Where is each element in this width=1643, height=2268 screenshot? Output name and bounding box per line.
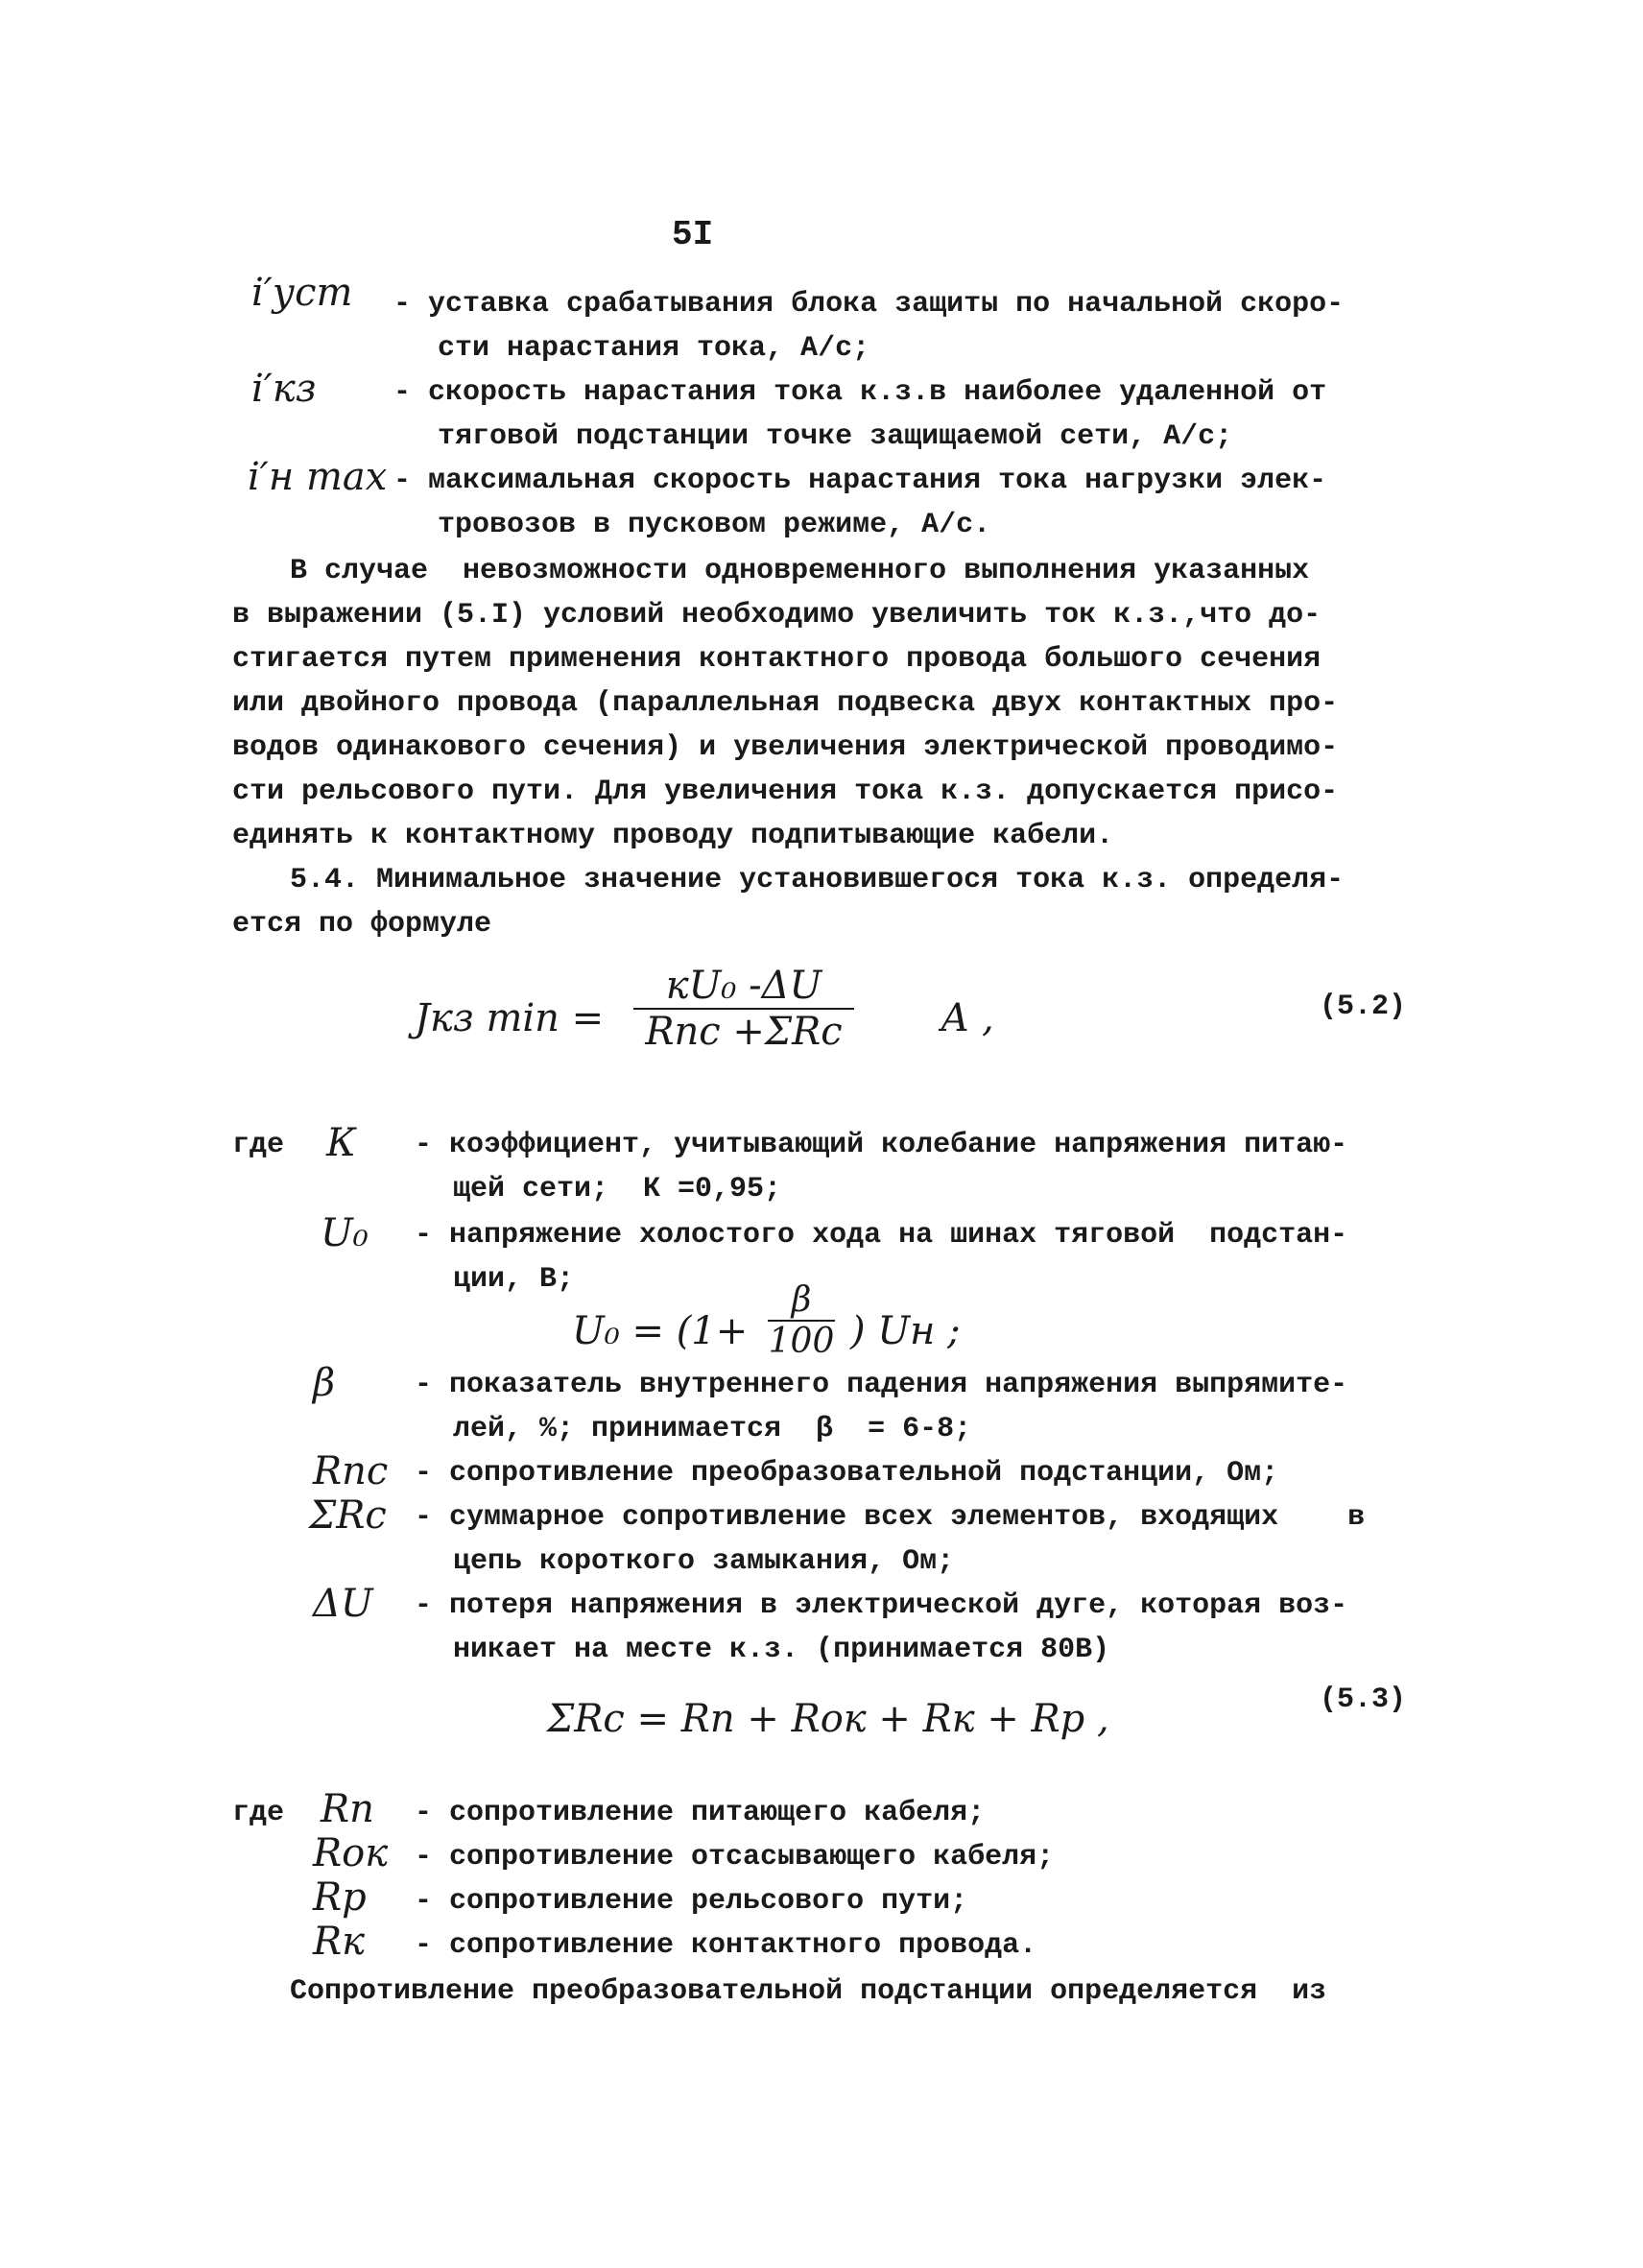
def-i-n-max-line-1: - максимальная скорость нарастания тока нагрузки элек- <box>393 465 1327 497</box>
paragraph-2-line-2: ется по формуле <box>232 908 492 941</box>
paragraph-1-line-3: стигается путем применения контактного провода большого сечения <box>232 643 1322 676</box>
closing-line: Сопротивление преобразовательной подстанции определяется из <box>290 1975 1327 2008</box>
paragraph-1-line-1: В случае невозможности одновременного выполнения указанных <box>290 555 1310 587</box>
paragraph-1-line-7: единять к контактному проводу подпитывающие кабели. <box>232 820 1114 852</box>
symbol-delta-u: ΔU <box>313 1582 373 1626</box>
def-sum-rc-line-2: цепь короткого замыкания, Ом; <box>453 1545 955 1578</box>
def-i-kz-line-2: тяговой подстанции точке защищаемой сети, А/с; <box>438 420 1233 453</box>
def-rps-line-1: - сопротивление преобразовательной подстанции, Ом; <box>415 1457 1279 1490</box>
formula-5-3: ΣRс = Rп + Rок + Rк + Rр , <box>547 1697 1109 1741</box>
def-rk-line: - сопротивление контактного провода. <box>415 1929 1037 1962</box>
formula-5-3-number: (5.3) <box>1320 1683 1407 1716</box>
def-i-n-max-line-2: тровозов в пусковом режиме, А/с. <box>438 509 991 541</box>
def-i-ust-line-2: сти нарастания тока, А/с; <box>438 332 870 365</box>
formula-5-2-fraction <box>633 964 854 1054</box>
symbol-rp: Rп <box>321 1787 374 1831</box>
formula-5-2-number: (5.2) <box>1320 991 1407 1023</box>
u0-formula-fraction <box>768 1280 835 1361</box>
symbol-rok: Rок <box>313 1831 389 1875</box>
where-label-1: где <box>232 1129 285 1161</box>
def-delta-u-line-2: никает на месте к.з. (принимается 80В) <box>453 1634 1110 1666</box>
paragraph-1-line-4: или двойного провода (параллельная подвеска двух контактных про- <box>232 687 1339 720</box>
u0-formula-left: U₀ = (1+ <box>572 1309 749 1353</box>
symbol-sum-rc: ΣRс <box>309 1493 387 1538</box>
def-u0-line-2: ции, В; <box>453 1263 575 1296</box>
def-u0-line-1: - напряжение холостого хода на шинах тяговой подстан- <box>415 1219 1348 1252</box>
paragraph-2-line-1: 5.4. Минимальное значение установившегося тока к.з. определя- <box>290 864 1345 896</box>
def-beta-line-2: лей, %; принимается β = 6-8; <box>453 1413 972 1445</box>
def-k-line-1: - коэффициент, учитывающий колебание напряжения питаю- <box>415 1129 1348 1161</box>
def-delta-u-line-1: - потеря напряжения в электрической дуге, которая воз- <box>415 1589 1348 1622</box>
def-sum-rc-line-1: - суммарное сопротивление всех элементов, входящих в <box>415 1501 1366 1534</box>
paragraph-1-line-5: водов одинакового сечения) и увеличения электрической проводимо- <box>232 731 1339 764</box>
def-i-ust-line-1: - уставка срабатывания блока защиты по начальной скоро- <box>393 288 1345 321</box>
def-rok-line: - сопротивление отсасывающего кабеля; <box>415 1841 1055 1874</box>
u0-formula-denominator: 100 <box>768 1322 835 1361</box>
symbol-i-ust: i′уст <box>251 271 353 315</box>
formula-5-2-denominator: Rпс +ΣRс <box>645 1010 843 1054</box>
symbol-i-n-max: i′н max <box>248 455 388 499</box>
formula-5-2-lhs: Jкз min = <box>415 996 605 1040</box>
def-rp-line: - сопротивление питающего кабеля; <box>415 1797 986 1829</box>
u0-formula-right: ) Uн ; <box>850 1309 961 1353</box>
paragraph-1-line-6: сти рельсового пути. Для увеличения тока к.з. допускается присо- <box>232 776 1339 808</box>
page-number: 5I <box>672 215 714 254</box>
symbol-rps: Rпс <box>313 1449 389 1493</box>
formula-5-2-numerator: кU₀ -ΔU <box>665 964 822 1008</box>
def-rr-line: - сопротивление рельсового пути; <box>415 1885 968 1918</box>
paragraph-1-line-2: в выражении (5.I) условий необходимо увеличить ток к.з.,что до- <box>232 599 1322 632</box>
def-k-line-2: щей сети; К =0,95; <box>453 1173 782 1206</box>
symbol-i-kz: i′кз <box>251 367 317 411</box>
u0-formula-numerator: β <box>791 1280 812 1320</box>
def-beta-line-1: - показатель внутреннего падения напряжения выпрямите- <box>415 1369 1348 1401</box>
symbol-u0: U₀ <box>321 1211 369 1255</box>
symbol-k: К <box>326 1121 356 1165</box>
symbol-rr: Rр <box>313 1875 367 1920</box>
symbol-rk: Rк <box>313 1920 366 1964</box>
formula-5-2-unit: А , <box>941 996 994 1040</box>
def-i-kz-line-1: - скорость нарастания тока к.з.в наиболее удаленной от <box>393 376 1327 409</box>
symbol-beta: β <box>313 1361 336 1405</box>
where-label-2: где <box>232 1797 285 1829</box>
